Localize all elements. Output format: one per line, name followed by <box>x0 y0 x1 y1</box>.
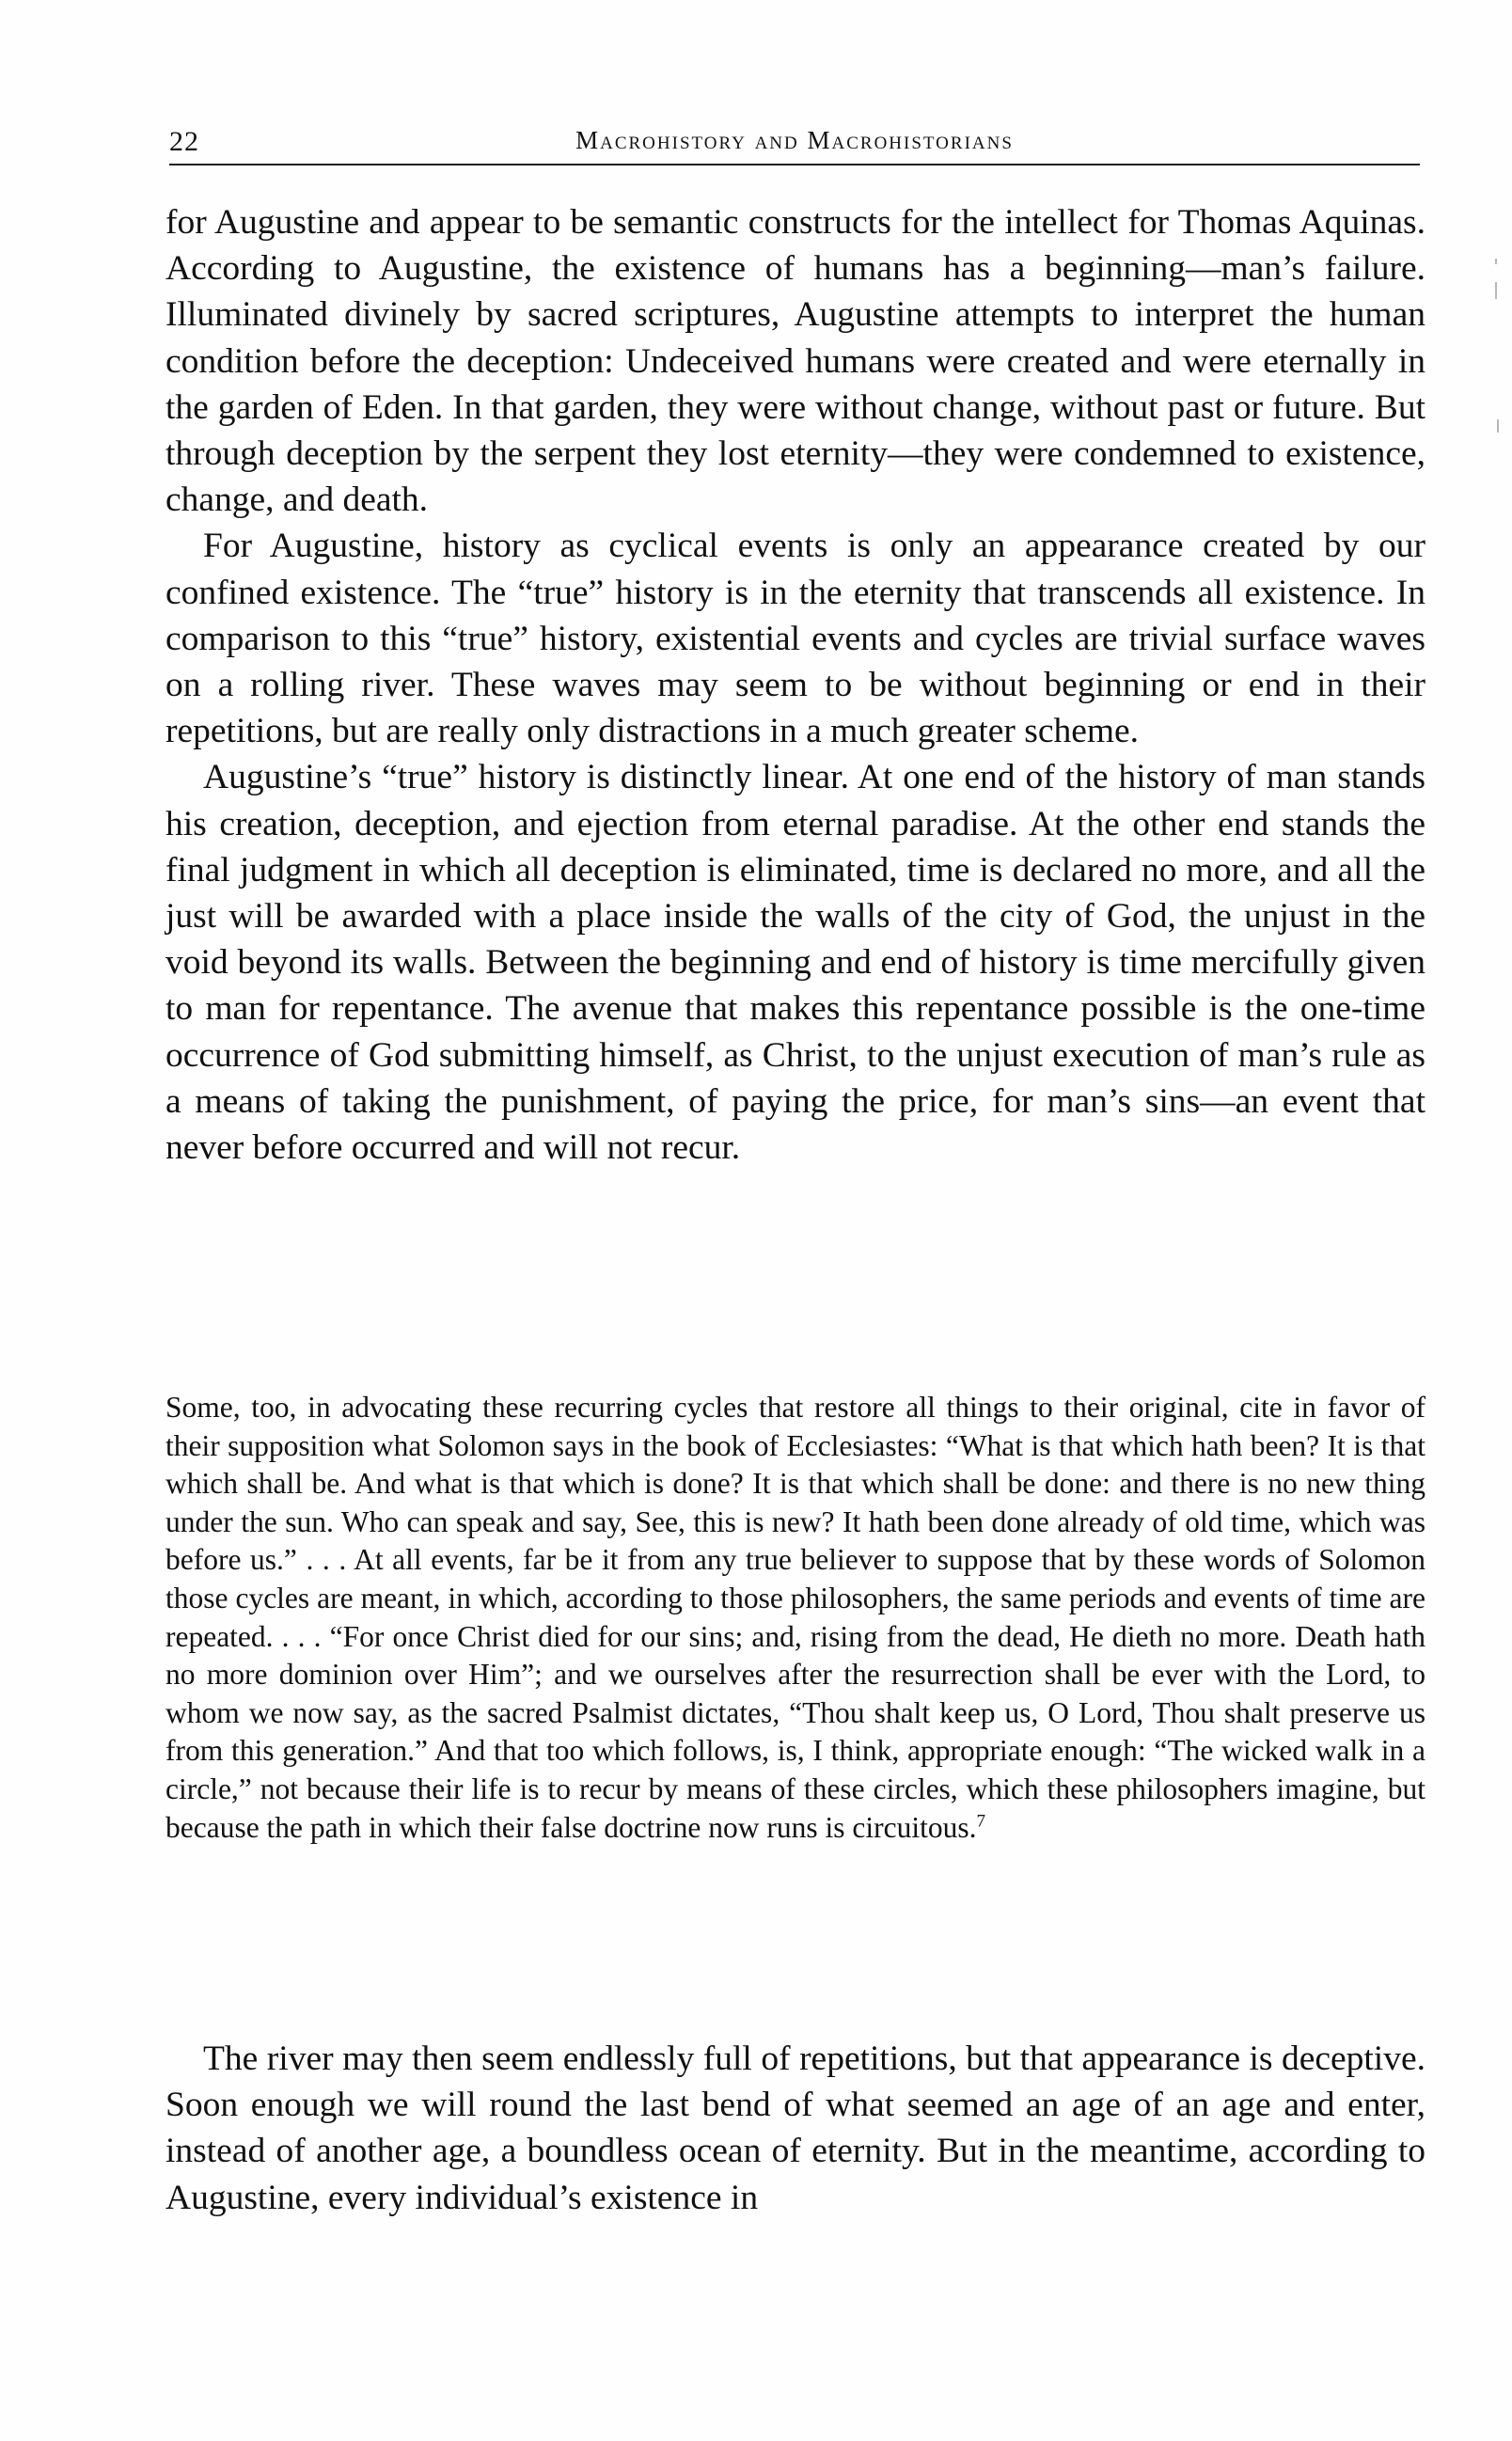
running-title: Macrohistory and Macrohistorians <box>575 126 1014 154</box>
scan-mark <box>1495 282 1497 299</box>
paragraph: For Augustine, history as cyclical events is only an appearance created by our confined existence. The “true” history is in the eternity that transcends all existence. In comparison to this “true” history, existential events and cycles are trivial surface waves on a rolling river. These waves may seem to be without beginning or end in their repetitions, but are really only distractions in a much greater scheme. <box>165 527 1425 751</box>
page-number: 22 <box>169 126 199 157</box>
body-text <box>165 199 1425 1171</box>
paragraph: for Augustine and appear to be semantic constructs for the intellect for Thomas Aquinas. According to Augustine, the existence of humans has a beginning—man’s failure. Illuminated divinely by sacred scriptures, Augustine attempts to interpret the human condition before the deception: Undeceived humans were created and were eternally in the garden of Eden. In that garden, they were without change, without past or future. But through deception by the serpent they lost eternity—they were condemned to existence, change, and death. <box>165 203 1425 520</box>
running-header <box>169 122 1420 165</box>
block-quotation <box>165 1389 1425 1847</box>
quotation-paragraph <box>165 1389 1425 1847</box>
paragraph: Augustine’s “true” history is distinctly linear. At one end of the history of man stands his creation, deception, and ejection from eternal paradise. At the other end stands the final judgment in which all deception is eliminated, time is declared no more, and all the just will be awarded with a place inside the walls of the city of God, the unjust in the void beyond its walls. Between the beginning and end of history is time mercifully given to man for repentance. The avenue that makes this repentance possible is the one-time occurrence of God submitting himself, as Christ, to the unjust execution of man’s rule as a means of taking the punishment, of paying the price, for man’s sins—an event that never before occurred and will not recur. <box>165 758 1425 1168</box>
footnote-reference: 7 <box>976 1811 985 1832</box>
scan-mark <box>1497 419 1499 433</box>
quotation-text: Some, too, in advocating these recurring cycles that restore all things to their original, cite in favor of their supposition what Solomon says in the book of Ecclesiastes: “What is that which hath been? It is that which shall be. And what is that which is done? It is that which shall be done: and there is no new thing under the sun. Who can speak and say, See, this is new? It hath been done already of old time, which was before us.” . . . At all events, far be it from any true believer to suppose that by these words of Solomon those cycles are meant, in which, according to those philosophers, the same periods and events of time are repeated. . . . “For once Christ died for our sins; and, rising from the dead, He dieth no more. Death hath no more dominion over Him”; and we ourselves after the resurrection shall be ever with the Lord, to whom we now say, as the sacred Psalmist dictates, “Thou shalt keep us, O Lord, Thou shalt preserve us from this generation.” And that too which follows, is, I think, appropriate enough: “The wicked walk in a circle,” not because their life is to recur by means of these circles, which these philosophers imagine, but because the path in which their false doctrine now runs is circuitous. <box>165 1391 1425 1844</box>
scan-mark <box>1495 259 1497 264</box>
paragraph: The river may then seem endlessly full of repetitions, but that appearance is deceptive. Soon enough we will round the last bend of what seemed an age of an age and enter, instead of another age, a boundless ocean of eternity. But in the meantime, according to Augustine, every individual’s existence in <box>165 2039 1425 2217</box>
body-text-continued <box>165 2036 1425 2221</box>
